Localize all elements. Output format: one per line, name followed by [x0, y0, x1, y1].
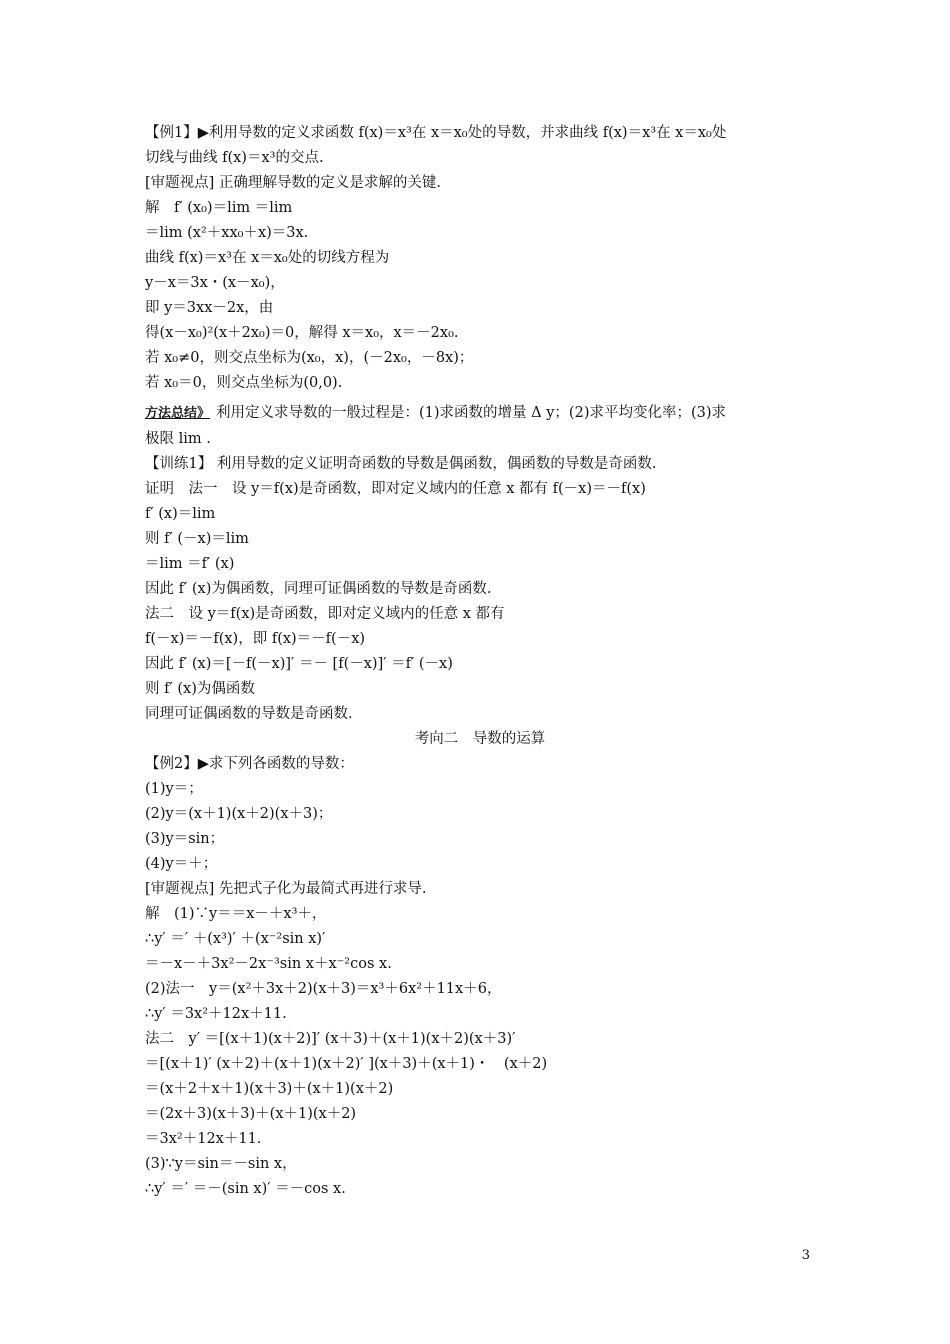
solution-line: (3)∵y＝sin＝－sin x，: [145, 1156, 297, 1172]
problem-item: (4)y＝＋；: [145, 856, 218, 872]
solution-line: ∴y′ ＝′ ＋(x³)′ ＋(x⁻²sin x)′: [145, 931, 326, 947]
solution-line: 曲线 f(x)＝x³在 x＝x₀处的切线方程为: [145, 250, 390, 266]
proof-line: f(－x)＝－f(x)，即 f(x)＝－f(－x): [145, 631, 366, 647]
solution-line: ＝－x－＋3x²－2x⁻³sin x＋x⁻²cos x.: [145, 956, 392, 972]
hint-line: [审题视点] 正确理解导数的定义是求解的关键.: [145, 175, 442, 191]
method-summary-line: [145, 403, 815, 423]
example-2-title: 【例2】▶求下列各函数的导数：: [145, 756, 354, 772]
solution-line: ∴y′ ＝′ ＝－(sin x)′ ＝－cos x.: [145, 1181, 346, 1197]
solution-line: 解 (1)∵y＝＝x－＋x³＋，: [145, 906, 327, 922]
solution-line: 即 y＝3xx－2x，由: [145, 300, 274, 316]
problem-item: (1)y＝；: [145, 781, 203, 797]
proof-line: 证明 法一 设 y＝f(x)是奇函数，即对定义域内的任意 x 都有 f(－x)＝－f(x): [145, 481, 646, 497]
solution-line: 得(x－x₀)²(x＋2x₀)＝0，解得 x＝x₀，x＝－2x₀.: [145, 325, 459, 341]
method-summary-text: 利用定义求导数的一般过程是：(1)求函数的增量 Δ y；(2)求平均变化率；(3)求: [216, 405, 727, 421]
solution-line: 法二 y′ ＝[(x＋1)(x＋2)]′ (x＋3)＋(x＋1)(x＋2)(x＋3)′: [145, 1031, 516, 1047]
proof-line: 同理可证偶函数的导数是奇函数.: [145, 706, 353, 722]
solution-line: 若 x₀≠0，则交点坐标为(x₀，x)，(－2x₀，－8x)；: [145, 350, 474, 366]
section-heading: 考向二 导数的运算: [414, 731, 546, 747]
method-summary-line-2: 极限 lim .: [145, 431, 211, 447]
proof-line: 则 f′ (－x)＝lim: [145, 531, 249, 547]
proof-line: 法二 设 y＝f(x)是奇函数，即对定义域内的任意 x 都有: [145, 606, 505, 622]
solution-line: ＝lim (x²＋xx₀＋x)＝3x.: [145, 225, 309, 241]
example-1-line-1: 【例1】▶利用导数的定义求函数 f(x)＝x³在 x＝x₀处的导数，并求曲线 f(x)＝x³在 x＝x₀处: [145, 125, 727, 141]
solution-line: ＝(2x＋3)(x＋3)＋(x＋1)(x＋2): [145, 1106, 357, 1122]
proof-line: 因此 f′ (x)为偶函数，同理可证偶函数的导数是奇函数.: [145, 581, 492, 597]
hint-line: [审题视点] 先把式子化为最简式再进行求导.: [145, 881, 427, 897]
proof-line: ＝lim ＝f′ (x): [145, 556, 235, 572]
problem-item: (2)y＝(x＋1)(x＋2)(x＋3)；: [145, 806, 333, 822]
method-summary-badge: 方法总结》: [145, 406, 211, 421]
solution-line: y－x＝3x・(x－x₀)，: [145, 275, 285, 291]
page-number: 3: [801, 1248, 810, 1263]
solution-line: (2)法一 y＝(x²＋3x＋2)(x＋3)＝x³＋6x²＋11x＋6，: [145, 981, 502, 997]
solution-line: ＝[(x＋1)′ (x＋2)＋(x＋1)(x＋2)′ ](x＋3)＋(x＋1)・ (x＋2): [145, 1056, 548, 1072]
proof-line: 则 f′ (x)为偶函数: [145, 681, 255, 697]
proof-line: 因此 f′ (x)＝[－f(－x)]′ ＝－ [f(－x)]′ ＝f′ (－x): [145, 656, 453, 672]
solution-line: 解 f′ (x₀)＝lim ＝lim: [145, 200, 293, 216]
problem-item: (3)y＝sin；: [145, 831, 225, 847]
training-1-title: 【训练1】 利用导数的定义证明奇函数的导数是偶函数，偶函数的导数是奇函数.: [145, 456, 657, 472]
proof-line: f′ (x)＝lim: [145, 506, 216, 522]
solution-line: ＝3x²＋12x＋11.: [145, 1131, 262, 1147]
example-1-line-2: 切线与曲线 f(x)＝x³的交点.: [145, 150, 324, 166]
solution-line: ＝(x＋2＋x＋1)(x＋3)＋(x＋1)(x＋2): [145, 1081, 394, 1097]
solution-line: ∴y′ ＝3x²＋12x＋11.: [145, 1006, 287, 1022]
solution-line: 若 x₀＝0，则交点坐标为(0,0).: [145, 375, 343, 391]
